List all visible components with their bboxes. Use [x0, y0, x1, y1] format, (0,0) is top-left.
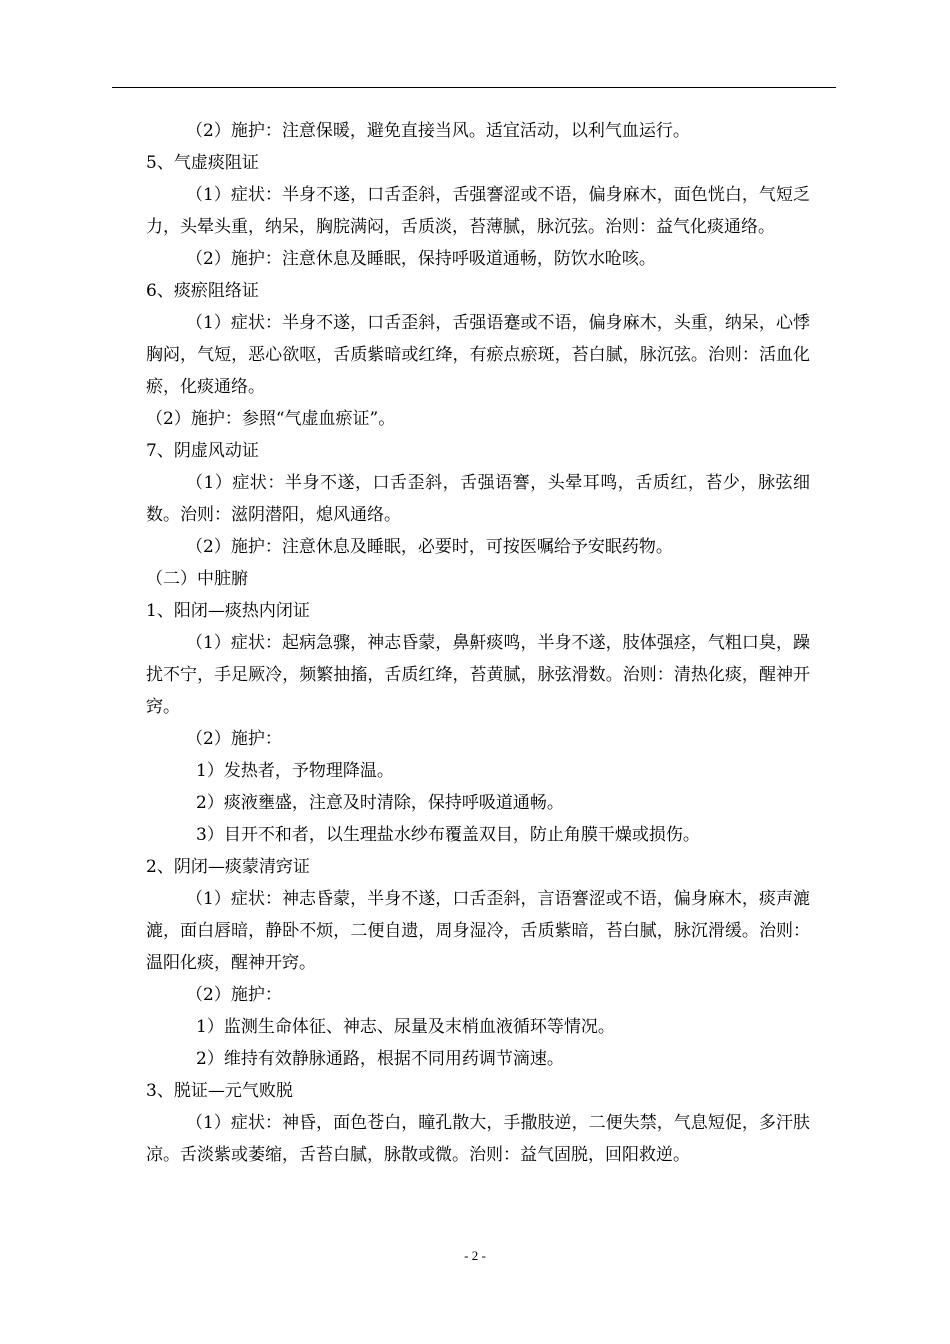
page-number: - 2 - — [464, 1248, 486, 1263]
paragraph: （1）症状：半身不遂，口舌歪斜，舌强謇涩或不语，偏身麻木，面色恍白，气短乏力，头晕头重，纳呆，胸脘满闷，舌质淡，苔薄腻，脉沉弦。治则：益气化痰通络。 — [146, 185, 810, 237]
paragraph: （2）施护：注意休息及睡眠，保持呼吸道通畅，防饮水呛咳。 — [186, 249, 656, 269]
list-item: 1）发热者，予物理降温。 — [196, 761, 394, 781]
section-heading: 6、痰瘀阻络证 — [146, 281, 259, 301]
paragraph: （1）症状：半身不遂，口舌歪斜，舌强语蹇或不语，偏身麻木，头重，纳呆，心悸胸闷，气短，恶心欲呕，舌质紫暗或红绛，有瘀点瘀斑，苔白腻，脉沉弦。治则：活血化瘀，化痰通络。 — [146, 313, 810, 397]
paragraph: （1）症状：神志昏蒙，半身不遂，口舌歪斜，言语謇涩或不语，偏身麻木，痰声漉漉，面白唇暗，静卧不烦，二便自遗，周身湿冷，舌质紫暗，苔白腻，脉沉滑缓。治则：温阳化痰，醒神开窍。 — [146, 889, 810, 973]
list-item: 2）痰液壅盛，注意及时清除，保持呼吸道通畅。 — [196, 793, 564, 813]
section-heading: 3、脱证—元气败脱 — [146, 1081, 293, 1101]
paragraph: （2）施护：注意休息及睡眠，必要时，可按医嘱给予安眠药物。 — [186, 537, 673, 557]
paragraph: （1）症状：半身不遂，口舌歪斜，舌强语謇，头晕耳鸣，舌质红，苔少，脉弦细数。治则：滋阴潜阳，熄风通络。 — [146, 473, 810, 525]
list-item: 3）目开不和者，以生理盐水纱布覆盖双目，防止角膜干燥或损伤。 — [196, 825, 700, 845]
paragraph: （2）施护： — [186, 729, 282, 749]
header-rule — [112, 87, 836, 88]
paragraph: （2）施护：注意保暖，避免直接当风。适宜活动，以利气血运行。 — [186, 121, 690, 141]
paragraph: （1）症状：起病急骤，神志昏蒙，鼻鼾痰鸣，半身不遂，肢体强痉，气粗口臭，躁扰不宁，手足厥冷，频繁抽搐，舌质红绛，苔黄腻，脉弦滑数。治则：清热化痰，醒神开窍。 — [146, 633, 810, 717]
list-item: 1）监测生命体征、神志、尿量及末梢血液循环等情况。 — [196, 1017, 615, 1037]
paragraph: （1）症状：神昏，面色苍白，瞳孔散大，手撒肢逆，二便失禁，气息短促，多汗肤凉。舌淡紫或萎缩，舌苔白腻，脉散或微。治则：益气固脱，回阳救逆。 — [146, 1113, 810, 1165]
section-heading: 5、气虚痰阻证 — [146, 153, 259, 173]
section-heading: 1、阳闭—痰热内闭证 — [146, 601, 310, 621]
paragraph: （2）施护：参照“气虚血瘀证”。 — [146, 409, 396, 429]
list-item: 2）维持有效静脉通路，根据不同用药调节滴速。 — [196, 1049, 564, 1069]
section-heading: 7、阴虚风动证 — [146, 441, 259, 461]
paragraph: （2）施护： — [186, 985, 282, 1005]
section-heading: 2、阴闭—痰蒙清窍证 — [146, 857, 310, 877]
document-body — [146, 115, 810, 1171]
section-heading: （二）中脏腑 — [146, 569, 248, 589]
